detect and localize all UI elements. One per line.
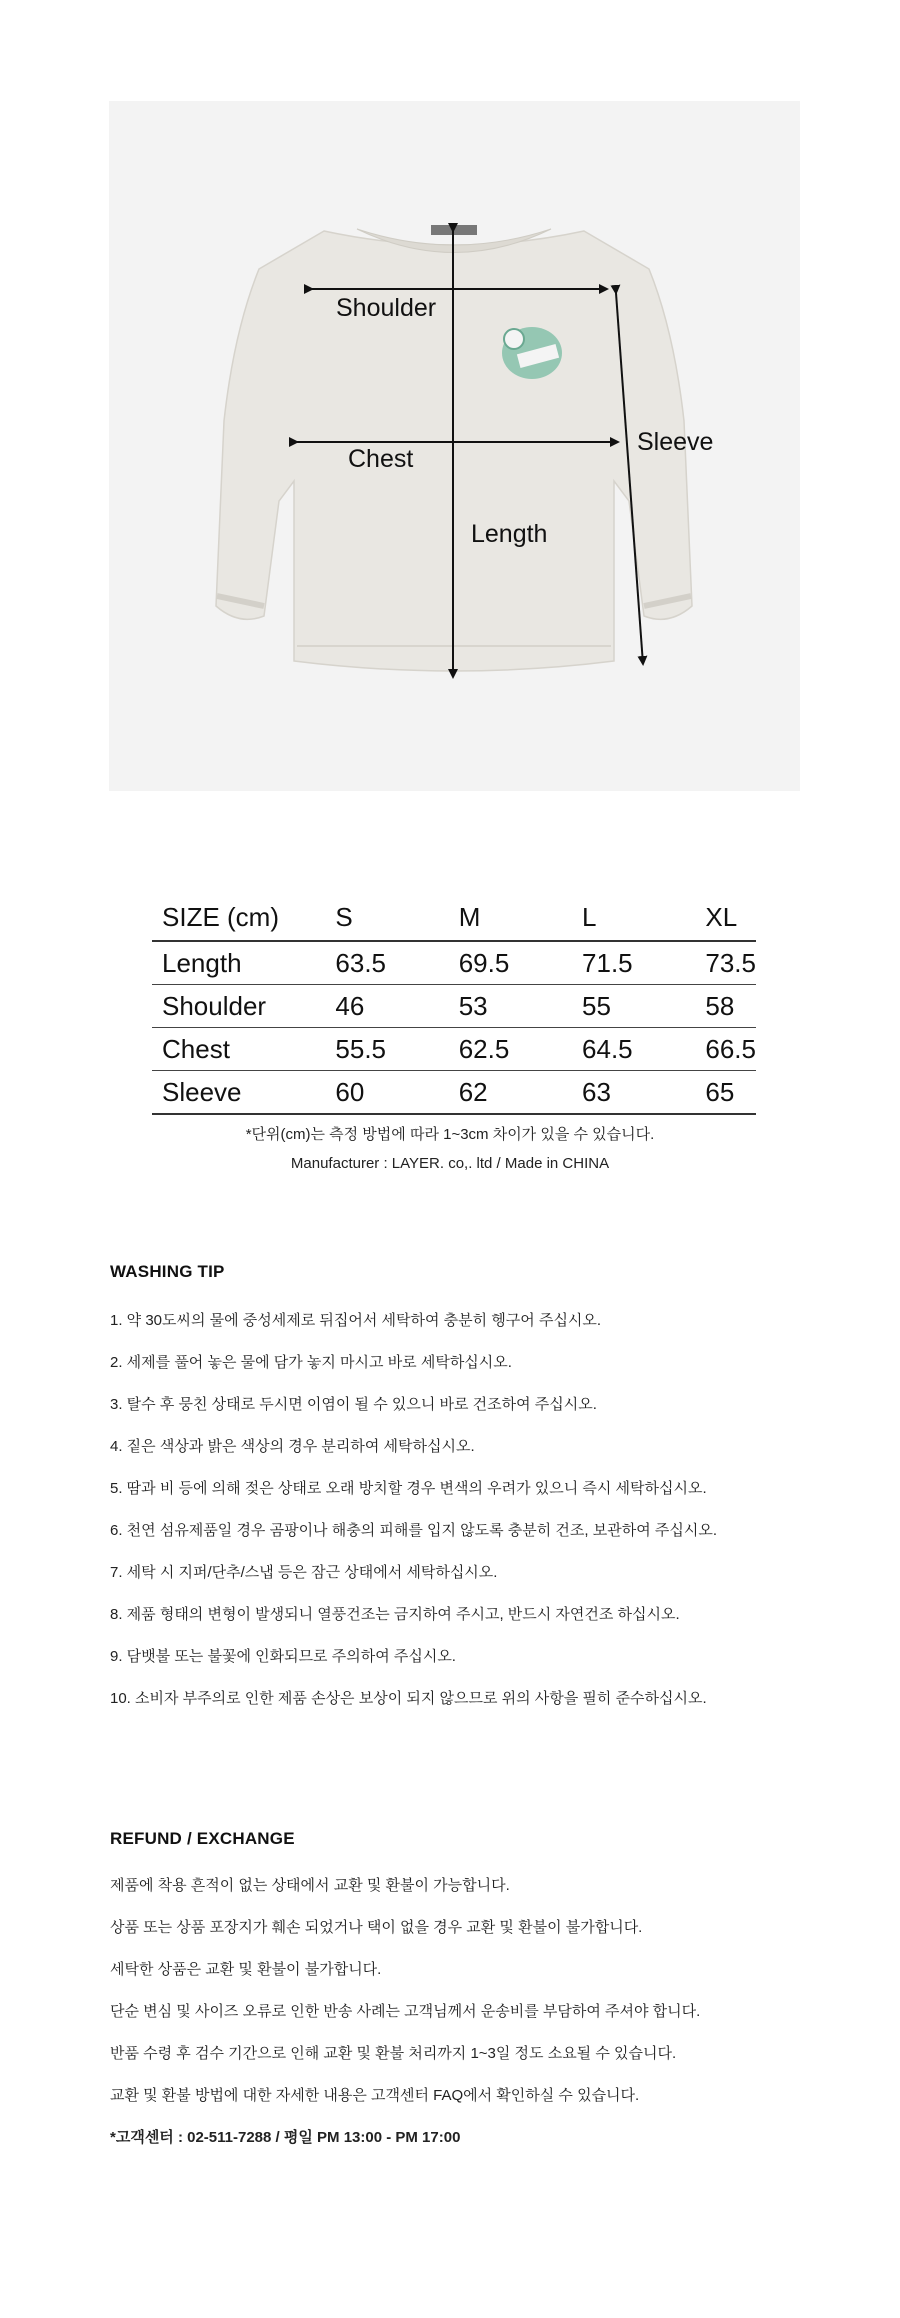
list-item: 반품 수령 후 검수 기간으로 인해 교환 및 환불 처리까지 1~3일 정도 소요될 수 있습니다.	[110, 2045, 677, 2062]
row-label: Length	[162, 947, 242, 978]
size-table-header	[152, 894, 756, 941]
cell-value: 62.5	[458, 1033, 510, 1064]
list-item: 제품에 착용 흔적이 없는 상태에서 교환 및 환불이 가능합니다.	[110, 1877, 510, 1894]
row-label: Sleeve	[162, 1076, 242, 1107]
cell-value: 63.5	[335, 947, 387, 978]
list-item: 교환 및 환불 방법에 대한 자세한 내용은 고객센터 FAQ에서 확인하실 수 있습니다.	[110, 2087, 640, 2104]
header-m: M	[458, 901, 481, 932]
table-row	[152, 1071, 756, 1115]
header-size-cm: SIZE (cm)	[162, 901, 279, 932]
list-item: 8. 제품 형태의 변형이 발생되니 열풍건조는 금지하여 주시고, 반드시 자연건조 하십시오.	[110, 1606, 680, 1623]
list-item: 6. 천연 섬유제품일 경우 곰팡이나 해충의 피해를 입지 않도록 충분히 건조, 보관하여 주십시오.	[110, 1522, 717, 1539]
washing-tip-list	[110, 1311, 717, 1731]
cell-value: 55.5	[335, 1033, 387, 1064]
list-item: 상품 또는 상품 포장지가 훼손 되었거나 택이 없을 경우 교환 및 환불이 불가합니다.	[110, 1919, 643, 1936]
manufacturer-note: Manufacturer : LAYER. co,. ltd / Made in CHINA	[290, 1155, 610, 1172]
header-s: S	[335, 901, 353, 932]
washing-tip-title: WASHING TIP	[110, 1262, 225, 1281]
row-label: Chest	[162, 1033, 230, 1064]
list-item: 10. 소비자 부주의로 인한 제품 손상은 보상이 되지 않으므로 위의 사항을 필히 준수하십시오.	[110, 1690, 707, 1707]
list-item: 4. 짙은 색상과 밝은 색상의 경우 분리하여 세탁하십시오.	[110, 1438, 475, 1455]
list-item: 1. 약 30도씨의 물에 중성세제로 뒤집어서 세탁하여 충분히 헹구어 주십시오.	[110, 1312, 602, 1329]
cell-value: 55	[582, 990, 611, 1021]
refund-exchange-list	[110, 1876, 700, 2170]
chest-graphic	[502, 327, 562, 379]
row-label: Shoulder	[162, 990, 267, 1021]
table-row	[152, 985, 756, 1028]
cell-value: 62	[458, 1076, 488, 1107]
list-item: 9. 담뱃불 또는 불꽃에 인화되므로 주의하여 주십시오.	[110, 1648, 456, 1665]
size-table	[152, 894, 756, 1115]
cell-value: 58	[705, 990, 735, 1021]
measurement-figure	[109, 101, 800, 791]
sleeve-label: Sleeve	[637, 428, 714, 456]
cell-value: 71.5	[582, 947, 633, 978]
list-item: 5. 땀과 비 등에 의해 젖은 상태로 오래 방치할 경우 변색의 우려가 있으니 즉시 세탁하십시오.	[110, 1480, 707, 1497]
cell-value: 60	[335, 1076, 365, 1107]
refund-exchange-title: REFUND / EXCHANGE	[110, 1829, 295, 1848]
cell-value: 73.5	[705, 947, 756, 978]
cell-value: 46	[335, 990, 365, 1021]
customer-center-contact: *고객센터 : 02-511-7288 / 평일 PM 13:00 - PM 17:00	[110, 2129, 461, 2146]
header-xl: XL	[705, 901, 738, 932]
cell-value: 53	[458, 990, 488, 1021]
list-item: 3. 탈수 후 뭉친 상태로 두시면 이염이 될 수 있으니 바로 건조하여 주십시오.	[110, 1396, 597, 1413]
list-item: 7. 세탁 시 지퍼/단추/스냅 등은 잠근 상태에서 세탁하십시오.	[110, 1564, 498, 1581]
header-l: L	[582, 901, 597, 932]
list-item: 단순 변심 및 사이즈 오류로 인한 반송 사례는 고객님께서 운송비를 부담하여 주셔야 합니다.	[110, 2003, 701, 2020]
length-label: Length	[471, 520, 548, 548]
chest-label: Chest	[348, 445, 414, 473]
cell-value: 65	[705, 1076, 735, 1107]
unit-note: *단위(cm)는 측정 방법에 따라 1~3cm 차이가 있을 수 있습니다.	[245, 1126, 655, 1143]
table-row	[152, 941, 756, 985]
cell-value: 66.5	[705, 1033, 756, 1064]
shoulder-label: Shoulder	[336, 294, 437, 322]
cell-value: 69.5	[458, 947, 510, 978]
list-item: 2. 세제를 풀어 놓은 물에 담가 놓지 마시고 바로 세탁하십시오.	[110, 1354, 512, 1371]
table-row	[152, 1028, 756, 1071]
cell-value: 64.5	[582, 1033, 633, 1064]
cell-value: 63	[582, 1076, 611, 1107]
list-item: 세탁한 상품은 교환 및 환불이 불가합니다.	[110, 1961, 382, 1978]
